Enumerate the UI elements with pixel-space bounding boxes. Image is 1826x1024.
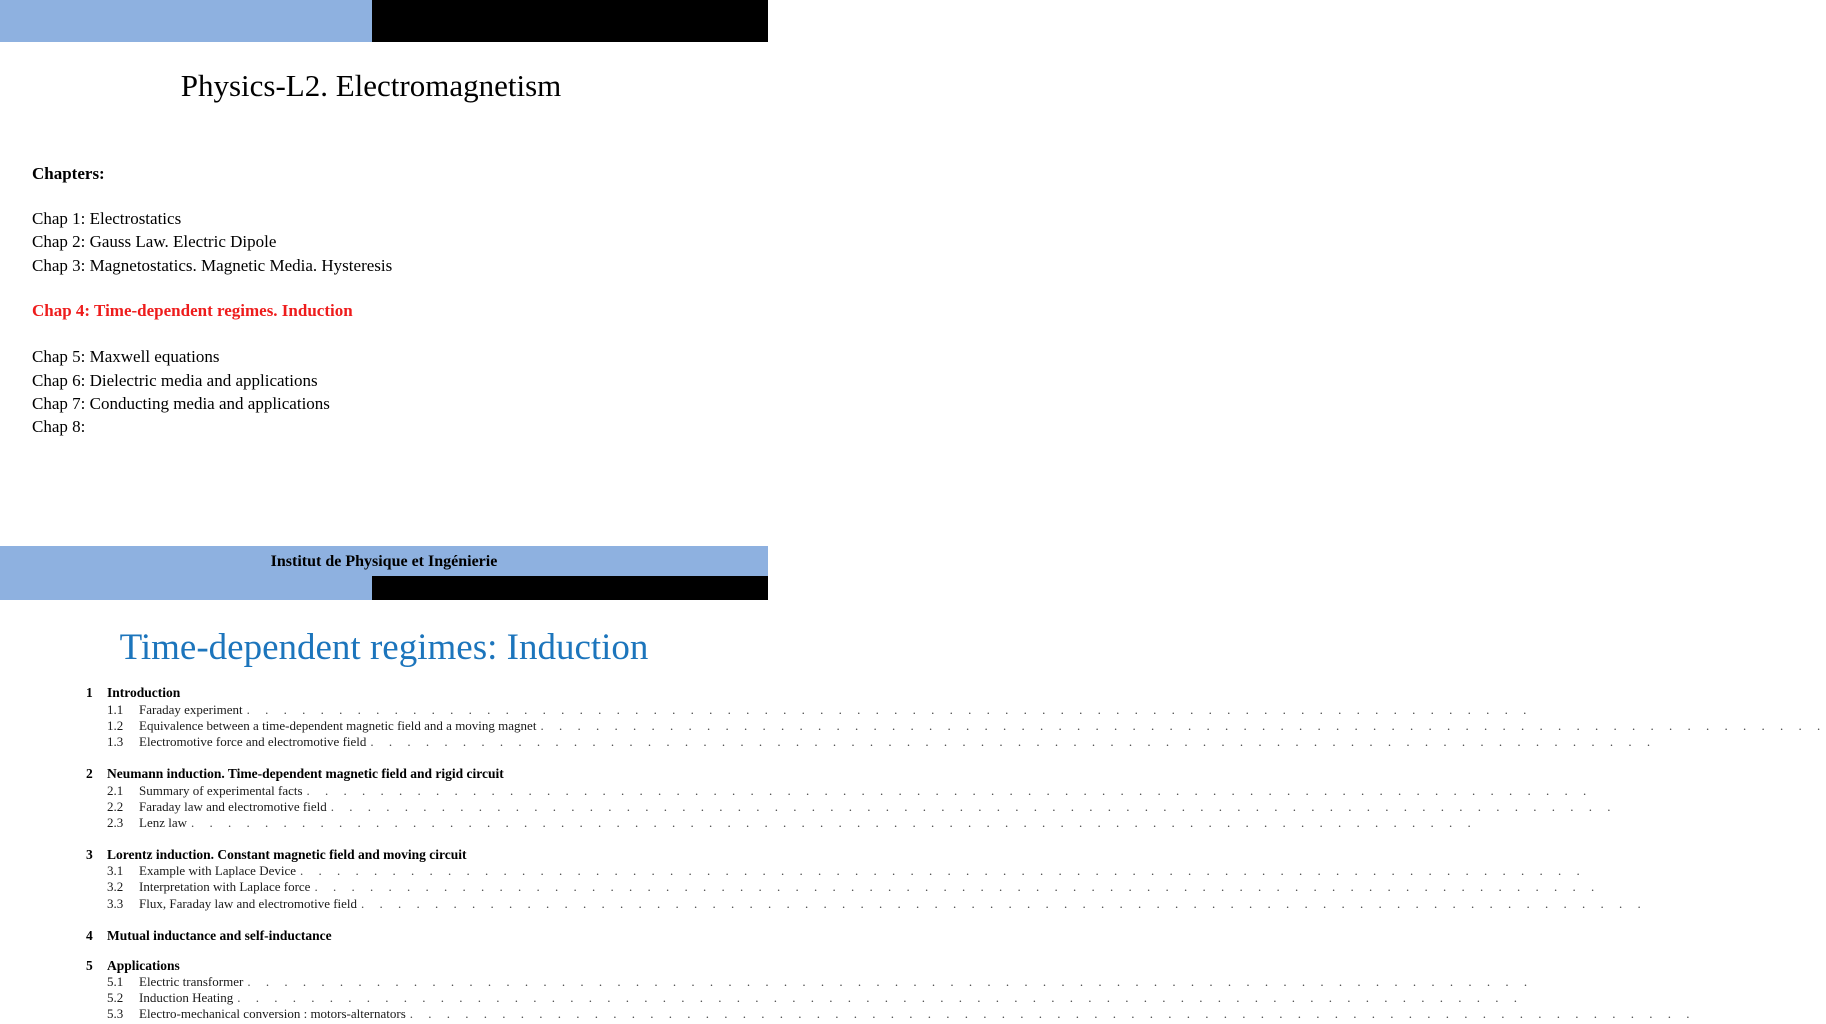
toc-entry — [107, 974, 1534, 990]
toc-entry-number: 1.2 — [107, 718, 124, 733]
toc-leader: . . . . . . . . . . . . . . . . . . . . . . . . . . . . . . . . . . . . . . . . . . . . . . . . . . . . . . . . . . . . . . . . . . . . . . — [409, 1006, 1696, 1021]
toc-section-number: 5 — [86, 958, 93, 973]
chapter-item: Chap 1: Electrostatics — [32, 209, 182, 228]
toc-leader: . . . . . . . . . . . . . . . . . . . . . . . . . . . . . . . . . . . . . . . . . . . . . . . . . . . . . . . . . . . . . . . . . . . . . . — [300, 863, 1586, 878]
toc-leader: . . . . . . . . . . . . . . . . . . . . . . . . . . . . . . . . . . . . . . . . . . . . . . . . . . . . . . . . . . . . . . . . . . . . . . — [314, 879, 1601, 894]
bottom-band-blue — [0, 576, 372, 600]
toc-entry — [107, 702, 1533, 718]
toc-entry-title: Electric transformer — [139, 974, 244, 989]
toc-entry-number: 2.2 — [107, 799, 124, 814]
toc-entry-title: Interpretation with Laplace force — [139, 879, 311, 894]
toc-entry — [107, 718, 1826, 734]
toc-entry — [107, 896, 1647, 912]
toc-section — [86, 765, 504, 782]
toc-entry-title: Electromotive force and electromotive field — [139, 734, 367, 749]
toc-entry — [107, 783, 1593, 799]
toc-section-number: 4 — [86, 928, 93, 943]
slide-2-title: Time-dependent regimes: Induction — [119, 627, 649, 668]
toc-entry-title: Lenz law — [139, 815, 188, 830]
chapter-item: Chap 2: Gauss Law. Electric Dipole — [32, 232, 277, 251]
toc-entry — [107, 1006, 1696, 1022]
toc-entry-title: Induction Heating — [139, 990, 234, 1005]
chapter-item: Chap 6: Dielectric media and applications — [32, 371, 318, 390]
toc-entry — [107, 990, 1523, 1006]
toc-entry-number: 1.3 — [107, 734, 124, 749]
toc-section-title: Neumann induction. Time-dependent magnetic field and rigid circuit — [107, 766, 504, 781]
toc-entry-title: Faraday experiment — [139, 702, 243, 717]
toc-section-number: 3 — [86, 847, 93, 862]
chapter-item: Chap 7: Conducting media and applications — [32, 394, 330, 413]
toc-entry-title: Faraday law and electromotive field — [139, 799, 327, 814]
toc-entry-number: 5.2 — [107, 990, 124, 1005]
bottom-band-black — [372, 576, 768, 600]
toc-section — [86, 684, 180, 701]
toc-entry-title: Example with Laplace Device — [139, 863, 297, 878]
toc-section-title: Lorentz induction. Constant magnetic field and moving circuit — [107, 847, 467, 862]
toc-entry-number: 3.1 — [107, 863, 124, 878]
toc-section — [86, 927, 332, 944]
toc-entry-number: 1.1 — [107, 702, 124, 717]
toc-section — [86, 957, 180, 974]
toc-section-title: Applications — [107, 958, 180, 973]
toc-section-title: Mutual inductance and self-inductance — [107, 928, 332, 943]
toc-entry — [107, 879, 1601, 895]
toc-entry — [107, 815, 1477, 831]
toc-entry-title: Electro-mechanical conversion : motors-alternators — [139, 1006, 406, 1021]
chapter-item: Chap 3: Magnetostatics. Magnetic Media. Hysteresis — [32, 256, 393, 275]
toc-section-number: 1 — [86, 685, 93, 700]
toc-entry — [107, 799, 1617, 815]
toc-entry-number: 2.1 — [107, 783, 124, 798]
slide-title: Physics-L2. Electromagnetism — [180, 68, 562, 103]
toc-entry-number: 5.1 — [107, 974, 124, 989]
toc-leader: . . . . . . . . . . . . . . . . . . . . . . . . . . . . . . . . . . . . . . . . . . . . . . . . . . . . . . . . . . . . . . . . . . . . . . — [330, 799, 1617, 814]
toc-leader: . . . . . . . . . . . . . . . . . . . . . . . . . . . . . . . . . . . . . . . . . . . . . . . . . . . . . . . . . . . . . . . . . . . . . . — [237, 990, 1523, 1005]
chapter-item: Chap 5: Maxwell equations — [32, 347, 220, 366]
toc-leader: . . . . . . . . . . . . . . . . . . . . . . . . . . . . . . . . . . . . . . . . . . . . . . . . . . . . . . . . . . . . . . . . . . . . . . — [246, 702, 1533, 717]
toc-entry — [107, 734, 1657, 750]
toc-leader: . . . . . . . . . . . . . . . . . . . . . . . . . . . . . . . . . . . . . . . . . . . . . . . . . . . . . . . . . . . . . . . . . . . . . . — [306, 783, 1593, 798]
toc-section — [86, 846, 467, 863]
toc-entry-title: Equivalence between a time-dependent magnetic field and a moving magnet — [139, 718, 537, 733]
chapters-heading: Chapters: — [32, 164, 105, 183]
chapter-item-current: Chap 4: Time-dependent regimes. Induction — [32, 301, 353, 320]
toc-entry — [107, 863, 1586, 879]
toc-section-number: 2 — [86, 766, 93, 781]
toc-leader: . . . . . . . . . . . . . . . . . . . . . . . . . . . . . . . . . . . . . . . . . . . . . . . . . . . . . . . . . . . . . . . . . . . . . . — [370, 734, 1657, 749]
toc-entry-title: Flux, Faraday law and electromotive field — [139, 896, 358, 911]
toc-section-title: Introduction — [107, 685, 181, 700]
toc-leader: . . . . . . . . . . . . . . . . . . . . . . . . . . . . . . . . . . . . . . . . . . . . . . . . . . . . . . . . . . . . . . . . . . . . . . — [247, 974, 1534, 989]
toc-entry-number: 3.2 — [107, 879, 124, 894]
toc-leader: . . . . . . . . . . . . . . . . . . . . . . . . . . . . . . . . . . . . . . . . . . . . . . . . . . . . . . . . . . . . . . . . . . . . . . — [191, 815, 1477, 830]
top-band-black — [372, 0, 768, 42]
toc-leader: . . . . . . . . . . . . . . . . . . . . . . . . . . . . . . . . . . . . . . . . . . . . . . . . . . . . . . . . . . . . . . . . . . . . . . — [361, 896, 1647, 911]
toc-entry-number: 3.3 — [107, 896, 124, 911]
top-band-blue — [0, 0, 372, 42]
toc-entry-number: 5.3 — [107, 1006, 124, 1021]
toc-entry-number: 2.3 — [107, 815, 124, 830]
chapter-item: Chap 8: — [32, 417, 86, 436]
toc-leader: . . . . . . . . . . . . . . . . . . . . . . . . . . . . . . . . . . . . . . . . . . . . . . . . . . . . . . . . . . . . . . . . . . . . . . — [540, 718, 1826, 733]
footer-institution: Institut de Physique et Ingénierie — [270, 553, 498, 570]
toc-entry-title: Summary of experimental facts — [139, 783, 303, 798]
